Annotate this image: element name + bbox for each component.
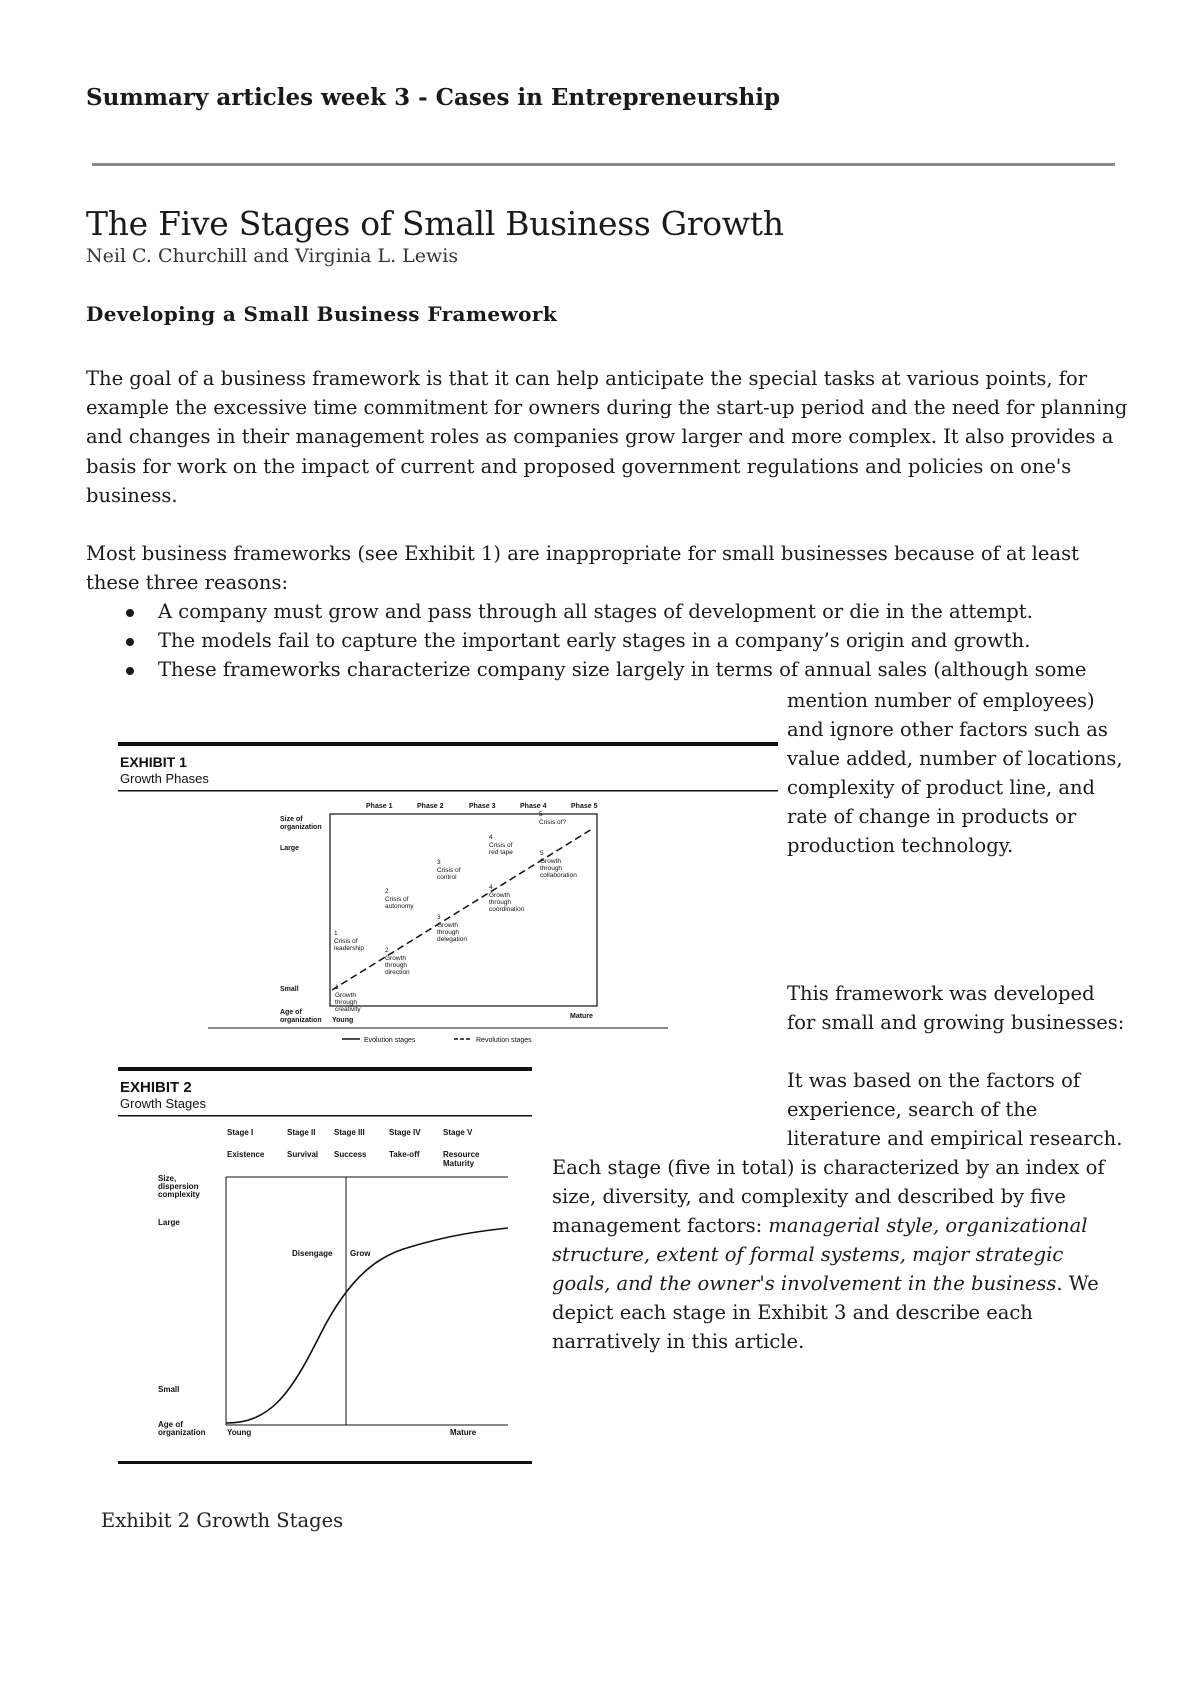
article-title: The Five Stages of Small Business Growth	[86, 204, 784, 243]
exhibit2-x-label: Age of	[158, 1420, 183, 1429]
exhibit2-small-label: Small	[158, 1385, 180, 1394]
exhibit2-bottom-rule	[118, 1461, 532, 1464]
bullet3-continuation-line: mention number of employees)	[787, 689, 1095, 712]
exhibit2-y-label: complexity	[158, 1190, 200, 1199]
exhibit1-x-label: Age of	[280, 1009, 302, 1016]
exhibit2-stage-label: Stage II	[287, 1128, 316, 1137]
exhibit1-crisis-text: Crisis of	[489, 842, 513, 849]
exhibit2-label: EXHIBIT 2	[120, 1079, 192, 1096]
paragraph-frameworks-inappropriate: Most business frameworks (see Exhibit 1) are inappropriate for small businesses because of at least these three reasons:	[86, 542, 1079, 595]
stage-paragraph-emphasis: managerial style, organizational	[768, 1214, 1088, 1237]
exhibit1-phase-label: Phase 4	[520, 803, 547, 810]
exhibit1-crisis-text: autonomy	[385, 903, 414, 910]
exhibit2-y-label: dispersion	[158, 1182, 199, 1191]
exhibit1-growth-line	[332, 829, 592, 990]
basis-line: literature and empirical research.	[787, 1127, 1123, 1150]
stage-paragraph-emphasis: structure, extent of formal systems, major strategic	[552, 1243, 1064, 1266]
exhibit1-growth-text: collaboration	[540, 872, 577, 879]
exhibit2-stage-label: Stage V	[443, 1128, 473, 1137]
exhibit2-grow-label: Grow	[350, 1249, 371, 1258]
exhibit1-sub-rule	[118, 790, 778, 792]
bullet3-continuation-line: and ignore other factors such as	[787, 718, 1108, 741]
exhibit1-growth-text: Growth	[489, 892, 510, 899]
exhibit1-legend-evolution: Evolution stages	[364, 1037, 416, 1044]
exhibit2-stage-name: Existence	[227, 1150, 265, 1159]
exhibit1-growth-text: through	[489, 899, 512, 906]
exhibit1-growth-text: delegation	[437, 936, 467, 943]
exhibit1-crisis-text: red tape	[489, 849, 513, 856]
exhibit2-large-label: Large	[158, 1218, 180, 1227]
exhibit2-disengage-label: Disengage	[292, 1249, 333, 1258]
stage-paragraph-line: narratively in this article.	[552, 1330, 805, 1353]
basis-line: experience, search of the	[787, 1098, 1038, 1121]
list-item: A company must grow and pass through all stages of development or die in the attempt.	[86, 597, 1086, 626]
bullet3-continuation-line: value added, number of locations,	[787, 747, 1123, 770]
exhibit2-stage-name: Take-off	[389, 1150, 420, 1159]
exhibit2-axis-labels	[158, 1174, 477, 1437]
exhibit1-legend-revolution: Revolution stages	[476, 1037, 532, 1044]
exhibit1-growth-text: coordination	[489, 906, 525, 913]
exhibit1-x-label: organization	[280, 1017, 322, 1024]
basis-line: It was based on the factors of	[787, 1069, 1081, 1092]
exhibit1-crisis-text: Crisis of	[437, 867, 461, 874]
exhibit1-crisis-num: 3	[437, 859, 441, 866]
exhibit2-top-rule	[118, 1067, 532, 1071]
exhibit2-sub-rule	[118, 1115, 532, 1117]
bullet3-continuation-line: complexity of product line, and	[787, 776, 1096, 799]
exhibit2-figure	[110, 1065, 540, 1475]
stage-paragraph-line	[552, 1211, 1087, 1240]
exhibit2-stage-name-line2: Maturity	[443, 1159, 475, 1168]
section-heading: Developing a Small Business Framework	[86, 302, 558, 326]
exhibit1-growth-num: 5	[540, 850, 544, 857]
stage-paragraph-emphasis: goals, and the owner's involvement in the business	[552, 1272, 1057, 1295]
exhibit1-growth-text: through	[385, 962, 408, 969]
page-header-title: Summary articles week 3 - Cases in Entrepreneurship	[86, 84, 781, 111]
exhibit1-growth-num: 2	[385, 947, 389, 954]
stage-paragraph-line: depict each stage in Exhibit 3 and describe each	[552, 1301, 1033, 1324]
exhibit1-top-rule	[118, 742, 778, 746]
exhibit1-plot-frame	[330, 814, 597, 1006]
header-divider	[92, 163, 1115, 166]
exhibit2-stage-name: Success	[334, 1150, 367, 1159]
exhibit2-stage-label: Stage III	[334, 1128, 365, 1137]
exhibit2-stage-header	[227, 1128, 480, 1168]
paragraph-framework-goal: The goal of a business framework is that it can help anticipate the special tasks at various points, for example the excessive time commitment for owners during the start-up period and the need for planning and changes in their management roles as companies grow larger and more complex. It also provides a basis for work on the impact of current and proposed government regulations and policies on one's business.	[86, 367, 1128, 507]
exhibit1-growth-text: Growth	[335, 992, 356, 999]
exhibit1-growth-text: Growth	[437, 922, 458, 929]
exhibit1-phase-label: Phase 3	[469, 803, 496, 810]
exhibit1-phase-label: Phase 5	[571, 803, 598, 810]
exhibit2-stage-name: Survival	[287, 1150, 319, 1159]
exhibit1-crisis-text: Crisis of	[334, 938, 358, 945]
exhibit1-figure	[110, 738, 780, 1048]
exhibit1-growth-text: direction	[385, 969, 410, 976]
exhibit1-label: EXHIBIT 1	[120, 754, 187, 770]
exhibit1-mature-label: Mature	[570, 1013, 593, 1020]
exhibit1-small-label: Small	[280, 986, 299, 993]
exhibit2-caption: Exhibit 2 Growth Stages	[101, 1509, 344, 1532]
list-item: The models fail to capture the important early stages in a company’s origin and growth.	[86, 626, 1086, 655]
exhibit1-growth-num: 3	[437, 914, 441, 921]
exhibit2-subtitle: Growth Stages	[120, 1096, 206, 1111]
exhibit2-mature-label: Mature	[450, 1428, 477, 1437]
exhibit1-growth-num: 4	[489, 884, 493, 891]
exhibit2-stage-label: Stage IV	[389, 1128, 421, 1137]
exhibit1-phase-label: Phase 1	[366, 803, 393, 810]
exhibit2-young-label: Young	[227, 1428, 252, 1437]
exhibit1-growth-text: through	[335, 999, 358, 1006]
bullet3-continuation-line: rate of change in products or	[787, 805, 1077, 828]
exhibit2-y-label: Size,	[158, 1174, 177, 1183]
exhibit2-x-label: organization	[158, 1428, 206, 1437]
reasons-list	[86, 597, 1086, 685]
exhibit1-crisis-text: Crisis of?	[539, 819, 567, 826]
stage-paragraph-line	[552, 1240, 1063, 1269]
exhibit1-crisis-num: 1	[334, 930, 338, 937]
stage-paragraph-text: . We	[1056, 1272, 1099, 1295]
exhibit1-growth-text: Growth	[540, 858, 561, 865]
exhibit2-stage-label: Stage I	[227, 1128, 254, 1137]
exhibit2-stage-name: Resource	[443, 1150, 480, 1159]
list-item: These frameworks characterize company size largely in terms of annual sales (although some	[86, 655, 1086, 684]
exhibit1-crisis-text: Crisis of	[385, 896, 409, 903]
exhibit1-growth-text: through	[437, 929, 460, 936]
exhibit1-subtitle: Growth Phases	[120, 771, 209, 786]
exhibit1-crisis-num: 2	[385, 888, 389, 895]
exhibit1-phase-label: Phase 2	[417, 803, 444, 810]
bullet3-continuation-line: production technology.	[787, 834, 1014, 857]
exhibit1-crisis-text: leadership	[334, 945, 364, 952]
exhibit1-y-label: organization	[280, 824, 322, 831]
article-authors: Neil C. Churchill and Virginia L. Lewis	[86, 245, 459, 267]
exhibit1-growth-text: through	[540, 865, 563, 872]
exhibit1-young-label: Young	[332, 1017, 354, 1024]
exhibit1-large-label: Large	[280, 845, 300, 852]
exhibit1-growth-text: Growth	[385, 955, 406, 962]
exhibit1-crisis-num: 4	[489, 834, 493, 841]
exhibit1-crisis-num: 5	[539, 811, 543, 818]
stage-paragraph-text: management factors:	[552, 1214, 769, 1237]
exhibit1-growth-num: 1	[335, 984, 339, 991]
stage-paragraph-line: size, diversity, and complexity and described by five	[552, 1185, 1066, 1208]
stage-paragraph-line	[552, 1269, 1099, 1298]
stage-paragraph-line: Each stage (five in total) is characterized by an index of	[552, 1156, 1105, 1179]
framework-line: for small and growing businesses:	[787, 1011, 1125, 1034]
exhibit1-y-label: Size of	[280, 816, 303, 823]
exhibit1-growth-text: creativity	[335, 1006, 361, 1013]
framework-line: This framework was developed	[787, 982, 1095, 1005]
exhibit1-crisis-text: control	[437, 874, 457, 881]
